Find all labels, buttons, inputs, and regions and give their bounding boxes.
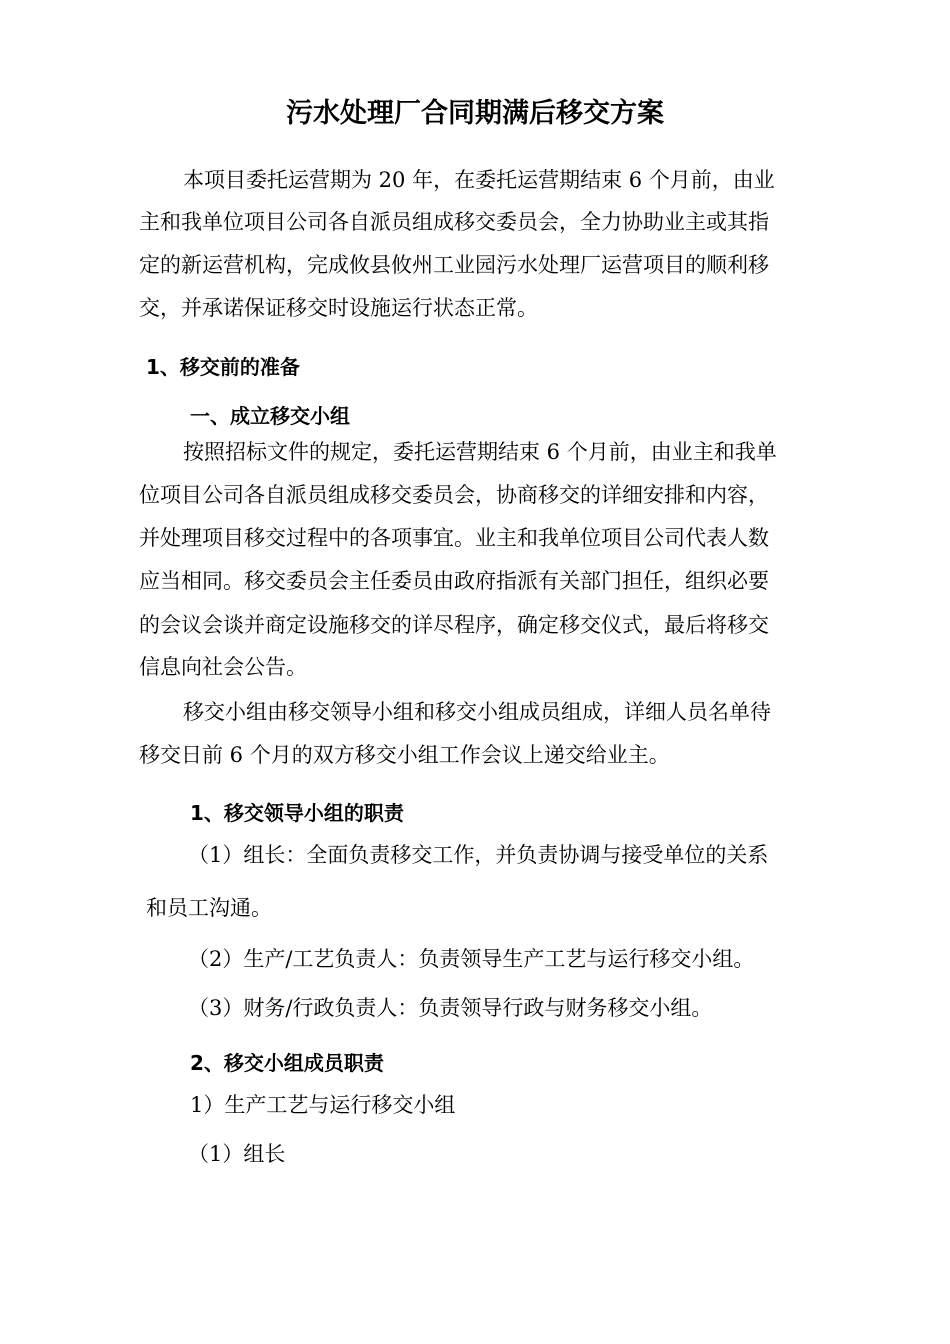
body-line: 位项目公司各自派员组成移交委员会，协商移交的详细安排和内容， xyxy=(139,483,769,507)
body-line: 移交日前 6 个月的双方移交小组工作会议上递交给业主。 xyxy=(139,743,670,767)
intro-line: 定的新运营机构，完成攸县攸州工业园污水处理厂运营项目的顺利移 xyxy=(139,253,769,277)
intro-line: 主和我单位项目公司各自派员组成移交委员会，全力协助业主或其指 xyxy=(139,210,769,234)
body-line: 的会议会谈并商定设施移交的详尽程序，确定移交仪式，最后将移交 xyxy=(139,613,769,637)
intro-line: 本项目委托运营期为 20 年，在委托运营期结束 6 个月前，由业 xyxy=(183,168,775,192)
body-line: 应当相同。移交委员会主任委员由政府指派有关部门担任，组织必要 xyxy=(139,569,769,593)
subsection-heading: 一、成立移交小组 xyxy=(190,404,350,428)
body-line: 按照招标文件的规定，委托运营期结束 6 个月前，由业主和我单 xyxy=(183,440,777,464)
list-item: （1）组长：全面负责移交工作，并负责协调与接受单位的关系 xyxy=(188,843,769,867)
list-item: （2）生产/工艺负责人：负责领导生产工艺与运行移交小组。 xyxy=(188,947,755,971)
body-line: 信息向社会公告。 xyxy=(139,655,307,679)
subheading-leader-duties: 1、移交领导小组的职责 xyxy=(190,801,404,825)
document-title: 污水处理厂合同期满后移交方案 xyxy=(286,98,664,129)
body-line: 并处理项目移交过程中的各项事宜。业主和我单位项目公司代表人数 xyxy=(139,526,769,550)
section-heading: 1、移交前的准备 xyxy=(146,355,300,379)
list-item-continuation: 和员工沟通。 xyxy=(146,896,272,920)
list-item: （3）财务/行政负责人：负责领导行政与财务移交小组。 xyxy=(188,996,713,1020)
list-item: 1）生产工艺与运行移交小组 xyxy=(190,1093,456,1117)
body-line: 移交小组由移交领导小组和移交小组成员组成，详细人员名单待 xyxy=(183,700,771,724)
list-item: （1）组长 xyxy=(188,1142,286,1166)
intro-line: 交，并承诺保证移交时设施运行状态正常。 xyxy=(139,296,538,320)
subheading-member-duties: 2、移交小组成员职责 xyxy=(190,1051,384,1075)
